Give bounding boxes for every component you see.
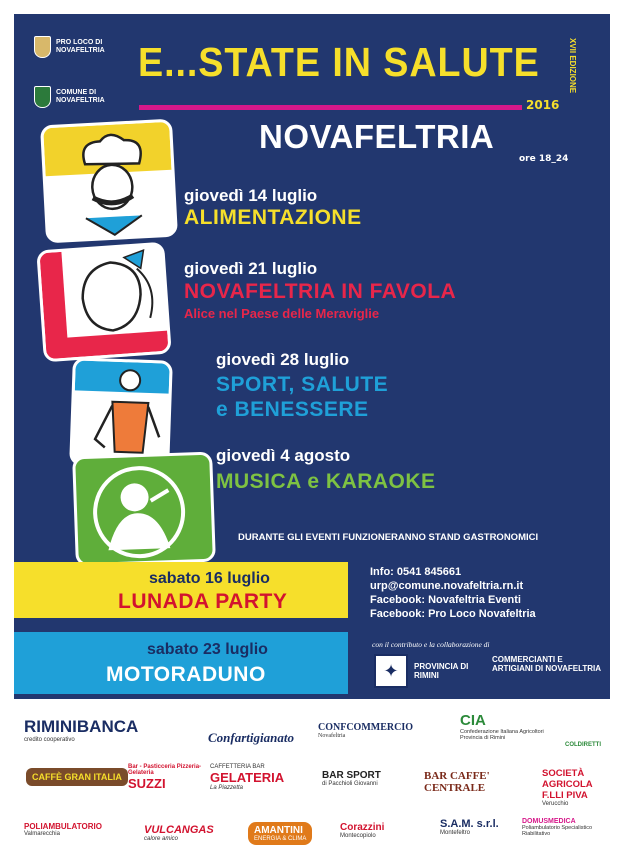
sponsor-confartigianato: Confartigianato xyxy=(208,730,294,745)
city-title: NOVAFELTRIA xyxy=(259,118,495,155)
proloco-crest-icon xyxy=(34,36,51,58)
sponsor-caffe-gran-italia: CAFFÈ GRAN ITALIA xyxy=(26,768,128,786)
alice-illustration xyxy=(36,242,172,363)
provincia-logo xyxy=(374,654,474,688)
provincia-label: PROVINCIA DI RIMINI xyxy=(414,662,469,680)
chef-icon xyxy=(43,121,178,243)
comune-logo xyxy=(34,86,126,108)
runner-illustration xyxy=(69,357,173,468)
lunada-band xyxy=(14,562,348,618)
year-label: 2016 xyxy=(526,98,560,112)
hours-label: ore 18_24 xyxy=(519,154,569,164)
motoraduno-title: MOTORADUNO xyxy=(106,663,266,686)
provincia-crest-icon: ✦ xyxy=(374,654,408,688)
contrib-note: con il contributo e la collaborazione di xyxy=(372,640,490,649)
lunada-date: sabato 16 luglio xyxy=(149,570,270,587)
ascom-label: COMMERCIANTI E ARTIGIANI DI NOVAFELTRIA xyxy=(492,655,602,673)
comune-crest-icon xyxy=(34,86,51,108)
sponsor-vulcangas: VULCANGAS calore amico xyxy=(144,824,214,842)
sponsor-domusmedica: DOMUSMEDICA Poliambulatorio Specialistico Riabilitativo xyxy=(522,818,593,837)
event-3-title-line2: e BENESSERE xyxy=(216,398,369,421)
sponsor-bar-sport: BAR SPORT di Pacchioli Giovanni xyxy=(322,770,381,787)
poster-title: E...STATE IN SALUTE xyxy=(138,39,540,85)
sponsor-corazzini: Corazzini Montecopiolo xyxy=(340,822,385,839)
microphone-singer-icon xyxy=(75,454,216,566)
sponsor-suzzi: Bar - Pasticceria Pizzeria-Gelateria SUZZI xyxy=(128,764,202,791)
sponsor-bar-caffe-centrale: BAR CAFFE' CENTRALE xyxy=(424,770,490,794)
sponsor-riminibanca: RIMINIBANCA credito cooperativo xyxy=(24,717,139,743)
sponsor-cia: CIA Confederazione Italiana Agricoltori Provincia di Rimini xyxy=(460,712,544,741)
event-4-date: giovedì 4 agosto xyxy=(216,446,351,465)
info-block xyxy=(370,565,536,621)
sponsor-amantini: AMANTINI ENERGIA & CLIMA xyxy=(248,822,312,845)
edition-label: XVII EDIZIONE xyxy=(568,38,577,94)
event-1-date: giovedì 14 luglio xyxy=(184,186,318,205)
sponsor-sam: S.A.M. s.r.l. Montefeltro xyxy=(440,818,499,836)
alice-icon xyxy=(39,244,171,362)
comune-label: COMUNE DI NOVAFELTRIA xyxy=(56,89,105,104)
event-2-title: NOVAFELTRIA IN FAVOLA xyxy=(184,280,457,303)
event-poster xyxy=(14,14,610,699)
event-2-date: giovedì 21 luglio xyxy=(184,259,318,278)
sponsor-coldiretti: COLDIRETTI xyxy=(565,742,601,748)
info-phone: Info: 0541 845661 xyxy=(370,566,462,578)
proloco-logo xyxy=(34,36,126,58)
event-2-subtitle: Alice nel Paese delle Meraviglie xyxy=(184,306,380,321)
sponsor-confcommercio: CONFCOMMERCIO Novafeltria xyxy=(318,722,413,739)
info-facebook-2: Facebook: Pro Loco Novafeltria xyxy=(370,608,536,620)
event-4-title: MUSICA e KARAOKE xyxy=(216,470,436,493)
info-facebook-1: Facebook: Novafeltria Eventi xyxy=(370,594,521,606)
lunada-title: LUNADA PARTY xyxy=(118,590,288,613)
stands-note: DURANTE GLI EVENTI FUNZIONERANNO STAND GASTRONOMICI xyxy=(238,532,539,543)
info-email[interactable]: urp@comune.novafeltria.rn.it xyxy=(370,580,524,592)
chef-illustration xyxy=(40,119,178,244)
motoraduno-band xyxy=(14,632,348,694)
proloco-label: PRO LOCO DI NOVAFELTRIA xyxy=(56,39,105,54)
event-3-date: giovedì 28 luglio xyxy=(216,350,350,369)
event-3-title-line1: SPORT, SALUTE xyxy=(216,373,389,396)
sponsor-gelateria: CAFFETTERIA BAR GELATERIA La Piazzetta xyxy=(210,764,285,791)
title-rule xyxy=(139,105,522,110)
event-1-title: ALIMENTAZIONE xyxy=(184,206,362,229)
sponsor-poliambulatorio: POLIAMBULATORIO Valmarecchia xyxy=(24,822,102,837)
sponsor-piva: SOCIETÀ AGRICOLA F.LLI PIVA Verucchio xyxy=(542,768,593,807)
singer-illustration xyxy=(72,452,216,567)
motoraduno-date: sabato 23 luglio xyxy=(147,641,268,658)
